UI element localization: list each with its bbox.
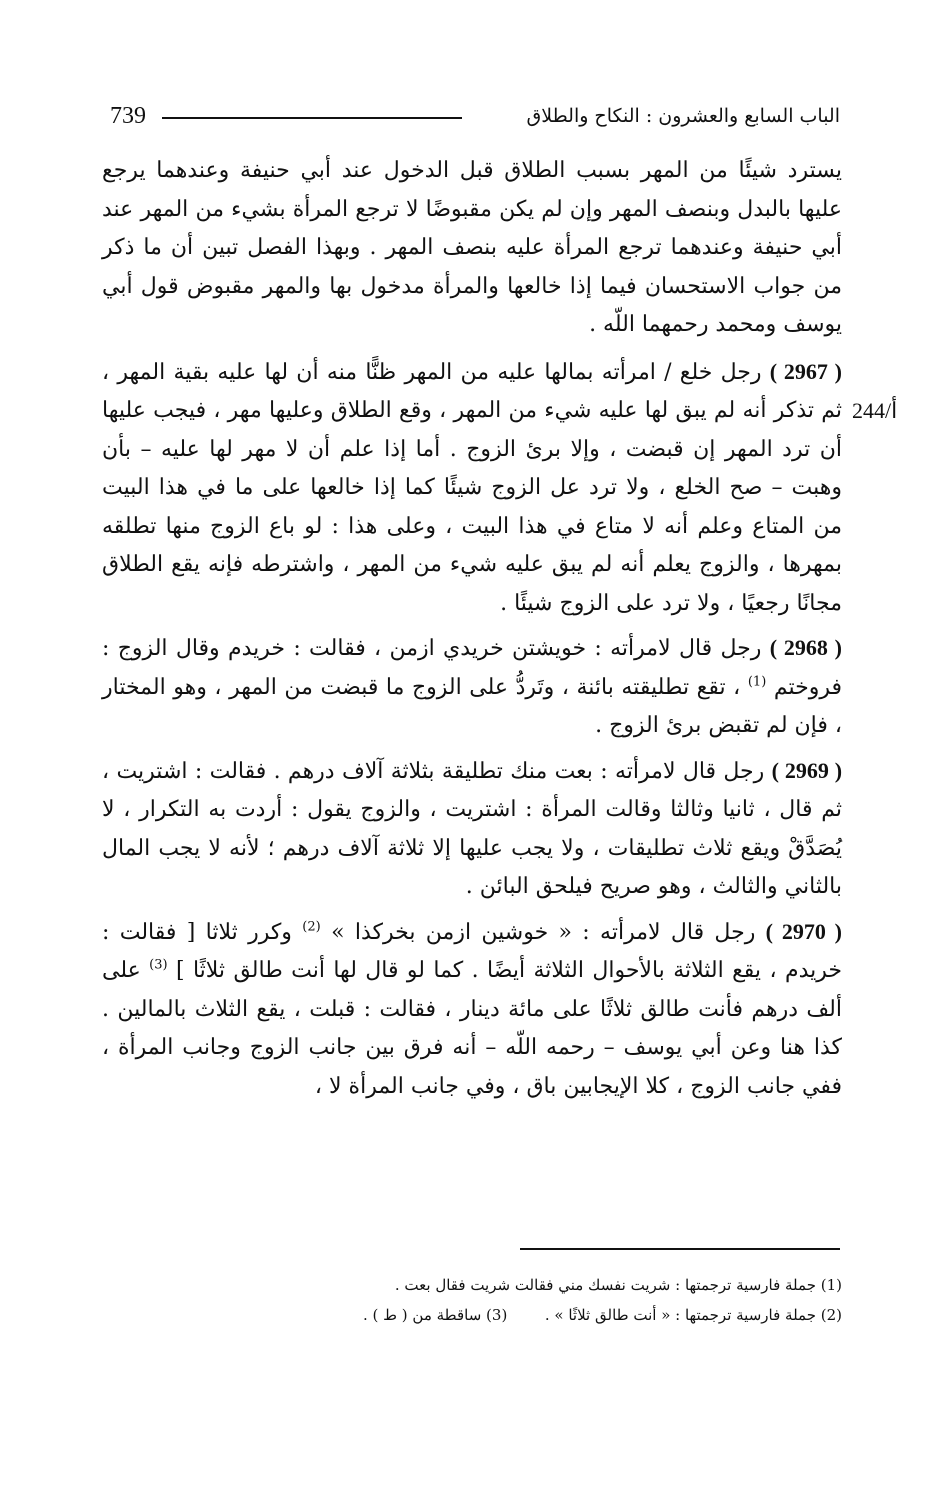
header-rule	[162, 117, 462, 119]
paragraph-text: وكرر ثلاثا [ فقالت : خريدم ، يقع الثلاثة بالأحوال الثلاثة أيضًا . كما لو قال لها أنت طالق ثلاثًا ]	[102, 919, 842, 983]
margin-folio-note: 244/أ	[852, 398, 898, 423]
paragraph-2967	[102, 353, 842, 624]
page-header	[110, 96, 840, 136]
main-text	[102, 152, 842, 1112]
paragraph-text: يسترد شيئًا من المهر بسبب الطلاق قبل الدخول عند أبي حنيفة وعندهما يرجع عليها بالبدل وبنصف المهر وإن لم يكن مقبوضًا لا ترجع المرأة بشيء من المهر عند أبي حنيفة وعندهما ترجع المرأة عليه بنصف المهر . وبهذا الفصل تبين أن ما ذكر من جواب الاستحسان فيما إذا خالعها والمرأة مدخول بها والمهر مقبوض قول أبي يوسف ومحمد رحمهما اللّه .	[102, 158, 842, 337]
paragraph-text: على ألف درهم فأنت طالق ثلاثًا على مائة دينار ، فقالت : قبلت ، يقع الثلاث بالمالين . كذا هنا وعن أبي يوسف – رحمه اللّه – أنه فرق بين جانب الزوج وجانب المرأة ، ففي جانب الزوج ، كلا الإيجابين باق ، وفي جانب المرأة لا ،	[102, 958, 842, 1099]
paragraph-text: ، تقع تطليقته بائنة ، وتَردُّ على الزوج ما قبضت من المهر ، وهو المختار ، فإن لم تقبض برئ الزوج .	[102, 674, 842, 738]
paragraph-2968	[102, 629, 842, 746]
footnote-2: (2) جملة فارسية ترجمتها : « أنت طالق ثلاثًا » .	[544, 1306, 842, 1324]
paragraph-continuation	[102, 152, 842, 345]
footnote-ref-1[interactable]: (1)	[747, 674, 767, 690]
issue-number: ( 2969 )	[771, 757, 843, 783]
issue-number: ( 2970 )	[765, 918, 843, 944]
footnote-ref-2[interactable]: (2)	[302, 919, 321, 935]
paragraph-text: رجل قال لامرأته : بعت منك تطليقة بثلاثة آلاف درهم . فقالت : اشتريت ، ثم قال ، ثانيا وثالثا وقالت المرأة : اشتريت ، والزوج يقول : أردت به التكرار ، لا يُصَدَّقْ ويقع ثلاث تطليقات ، ولا يجب عليها إلا ثلاثة آلاف درهم ؛ لأنه لا يجب المال بالثاني والثالث ، وهو صريح فيلحق البائن .	[102, 758, 842, 899]
footnote-ref-3[interactable]: (3)	[149, 957, 168, 973]
paragraph-text: رجل قال لامرأته : خويشتن خريدي ازمن ، فقالت : خريدم وقال الزوج : فروختم	[102, 636, 842, 700]
paragraph-text: رجل قال لامرأته : « خوشين ازمن بخركذا »	[331, 919, 756, 945]
issue-number: ( 2968 )	[769, 635, 843, 660]
page-number: 739	[110, 103, 146, 129]
footnote-line-2	[102, 1300, 842, 1330]
paragraph-2969	[102, 752, 842, 907]
running-head: الباب السابع والعشرون : النكاح والطلاق	[526, 105, 840, 127]
footnote-1: (1) جملة فارسية ترجمتها : شريت نفسك مني فقالت شريت فقال بعت .	[394, 1276, 842, 1294]
footnote-rule	[520, 1248, 840, 1250]
paragraph-2970	[102, 913, 842, 1107]
footnotes	[102, 1270, 842, 1330]
paragraph-text: رجل خلع / امرأته بمالها عليه من المهر ظنًّا منه أن لها عليه بقية المهر ، ثم تذكر أنه لم يبق لها عليه شيء من المهر ، وقع الطلاق وعليها مهر ، فيجب عليها أن ترد المهر إن قبضت ، وإلا برئ الزوج . أما إذا علم أن لا مهر لها عليه – بأن وهبت – صح الخلع ، ولا ترد عل الزوج شيئًا كما إذا خالعها على ما في هذا البيت من المتاع وعلم أنه لا متاع في هذا البيت ، وعلى هذا : لو باع الزوج منها تطلقه بمهرها ، والزوج يعلم أنه لم يبق عليه شيء من المهر ، واشترطه فإنه يقع الطلاق مجانًا رجعيًا ، ولا ترد على الزوج شيئًا .	[102, 359, 842, 616]
issue-number: ( 2967 )	[769, 358, 843, 384]
footnote-3: (3) ساقطة من ( ط ) .	[362, 1306, 508, 1324]
